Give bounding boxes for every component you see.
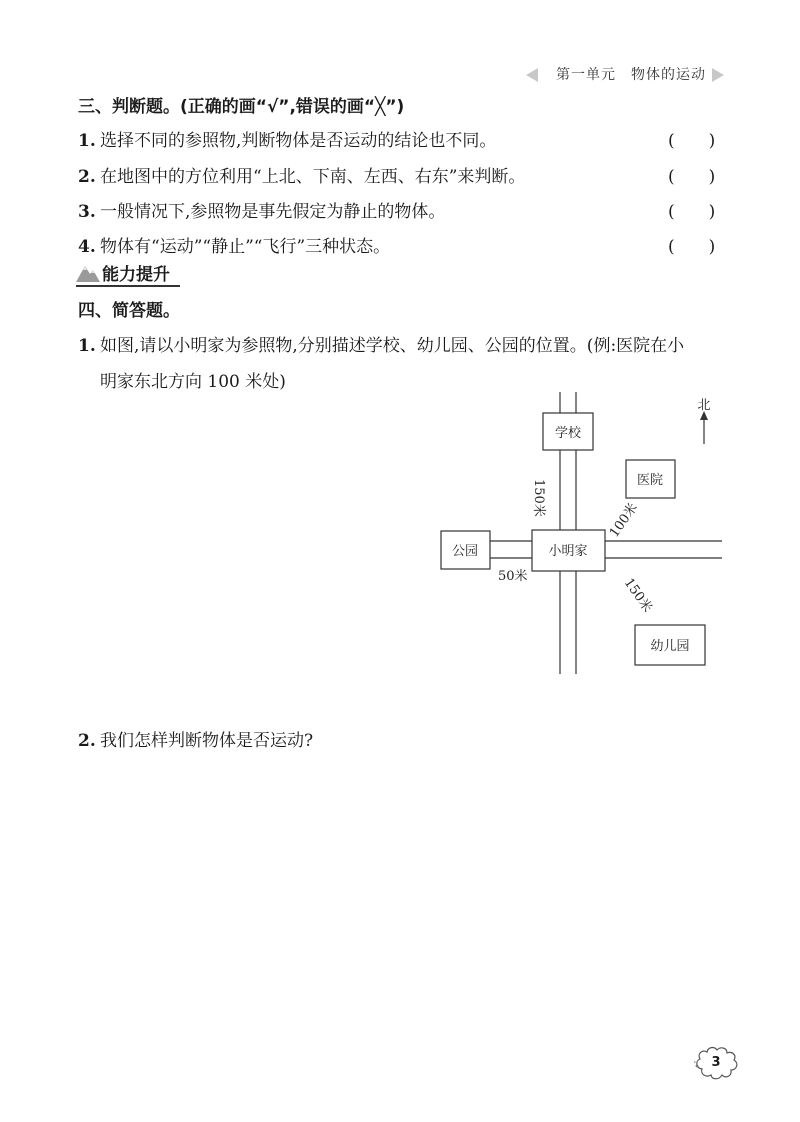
north-arrow-icon bbox=[700, 411, 708, 444]
kindergarten-label: 幼儿园 bbox=[650, 639, 690, 654]
header-right-triangle bbox=[712, 68, 724, 82]
judge-question-2 bbox=[78, 162, 525, 187]
mountain-icon bbox=[76, 262, 100, 282]
short-answer-question-1 bbox=[78, 328, 723, 400]
short-answer-question-2 bbox=[78, 726, 313, 751]
question-text: 我们怎样判断物体是否运动? bbox=[100, 731, 314, 751]
judge-question-1 bbox=[78, 126, 496, 151]
hospital-label: 医院 bbox=[636, 473, 664, 488]
question-text-line1: 如图,请以小明家为参照物,分别描述学校、幼儿园、公园的位置。(例:医院在小 bbox=[100, 336, 685, 356]
question-text: 在地图中的方位利用“上北、下南、左西、右东”来判断。 bbox=[100, 167, 526, 187]
answer-blank-3[interactable]: ( ) bbox=[668, 202, 716, 222]
judge-question-4 bbox=[78, 232, 390, 257]
distance-park: 50米 bbox=[498, 569, 528, 584]
question-number: 4. bbox=[78, 237, 96, 257]
page-number-text: 3 bbox=[711, 1055, 721, 1070]
park-label: 公园 bbox=[451, 544, 479, 559]
question-text: 一般情况下,参照物是事先假定为静止的物体。 bbox=[100, 202, 446, 222]
section4-title: 四、简答题。 bbox=[78, 301, 180, 321]
question-number: 3. bbox=[78, 202, 96, 222]
north-label: 北 bbox=[697, 398, 711, 413]
ability-label: 能力提升 bbox=[102, 265, 170, 285]
school-label: 学校 bbox=[554, 426, 582, 441]
section3-title: 三、判断题。(正确的画“√”,错误的画“╳”) bbox=[78, 97, 405, 117]
location-map bbox=[438, 392, 728, 682]
distance-school: 150米 bbox=[531, 479, 546, 517]
distance-kindergarten: 150米 bbox=[620, 575, 655, 616]
question-number: 1. bbox=[78, 336, 96, 356]
judge-question-3 bbox=[78, 197, 445, 222]
question-text-line2: 明家东北方向 100 米处) bbox=[100, 372, 286, 392]
question-text: 物体有“运动”“静止”“飞行”三种状态。 bbox=[100, 237, 391, 257]
question-number: 2. bbox=[78, 731, 96, 751]
answer-blank-2[interactable]: ( ) bbox=[668, 167, 716, 187]
question-text: 选择不同的参照物,判断物体是否运动的结论也不同。 bbox=[100, 131, 497, 151]
home-label: 小明家 bbox=[548, 544, 588, 559]
page-number bbox=[694, 1046, 740, 1086]
question-number: 1. bbox=[78, 131, 96, 151]
question-number: 2. bbox=[78, 167, 96, 187]
answer-blank-1[interactable]: ( ) bbox=[668, 131, 716, 151]
page-header bbox=[520, 60, 730, 88]
unit-title: 第一单元 物体的运动 bbox=[556, 67, 706, 83]
distance-hospital: 100米 bbox=[606, 500, 641, 541]
header-left-triangle bbox=[526, 68, 538, 82]
ability-underline bbox=[76, 285, 180, 287]
answer-blank-4[interactable]: ( ) bbox=[668, 237, 716, 257]
